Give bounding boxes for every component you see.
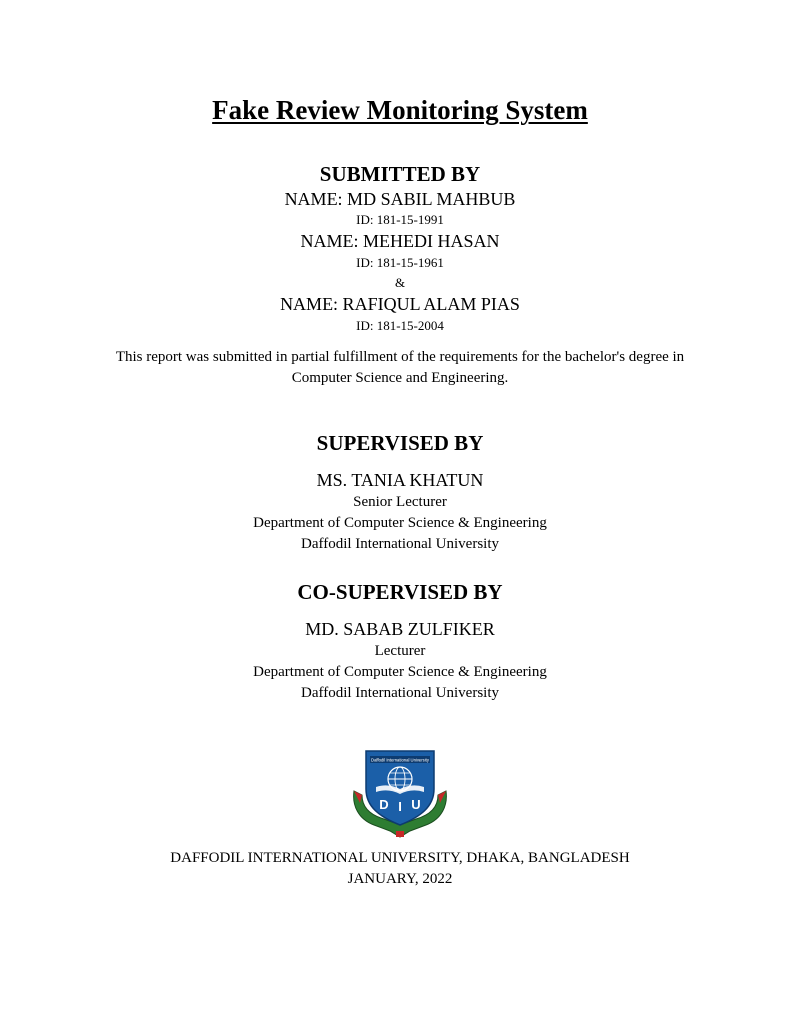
logo-letter-d: D <box>379 797 389 812</box>
student-1-id: ID: 181-15-1991 <box>356 212 444 227</box>
footer-date: JANUARY, 2022 <box>347 871 453 887</box>
logo-letter-i: I <box>398 799 402 814</box>
co-supervised-by-heading: CO-SUPERVISED BY <box>297 580 503 604</box>
cosupervisor-designation: Lecturer <box>374 643 426 659</box>
statement-line-1: This report was submitted in partial fulfillment of the requirements for the bachelor's degree in <box>115 349 685 365</box>
logo-banner-text: Daffodil International University <box>371 757 429 763</box>
logo-letter-u: U <box>411 797 421 812</box>
supervisor-name: MS. TANIA KHATUN <box>316 470 484 490</box>
submitted-by-heading: SUBMITTED BY <box>319 162 481 186</box>
supervisor-department: Department of Computer Science & Engineering <box>253 515 547 531</box>
student-3-id: ID: 181-15-2004 <box>356 318 444 333</box>
cosupervisor-university: Daffodil International University <box>300 685 499 701</box>
supervisor-designation: Senior Lecturer <box>353 494 447 510</box>
supervisor-university: Daffodil International University <box>300 536 499 552</box>
student-1-name: NAME: MD SABIL MAHBUB <box>284 189 516 209</box>
diu-logo-icon <box>350 745 450 840</box>
footer-place: DAFFODIL INTERNATIONAL UNIVERSITY, DHAKA, BANGLADESH <box>170 850 630 866</box>
cosupervisor-name: MD. SABAB ZULFIKER <box>305 619 495 639</box>
student-2-id: ID: 181-15-1961 <box>356 255 444 270</box>
statement-line-2: Computer Science and Engineering. <box>291 370 509 386</box>
supervised-by-heading: SUPERVISED BY <box>316 431 484 455</box>
document-title: Fake Review Monitoring System <box>212 95 588 125</box>
cosupervisor-department: Department of Computer Science & Engineering <box>253 664 547 680</box>
student-3-name: NAME: RAFIQUL ALAM PIAS <box>280 294 520 314</box>
student-2-name: NAME: MEHEDI HASAN <box>300 231 500 251</box>
students-connector: & <box>394 275 406 290</box>
